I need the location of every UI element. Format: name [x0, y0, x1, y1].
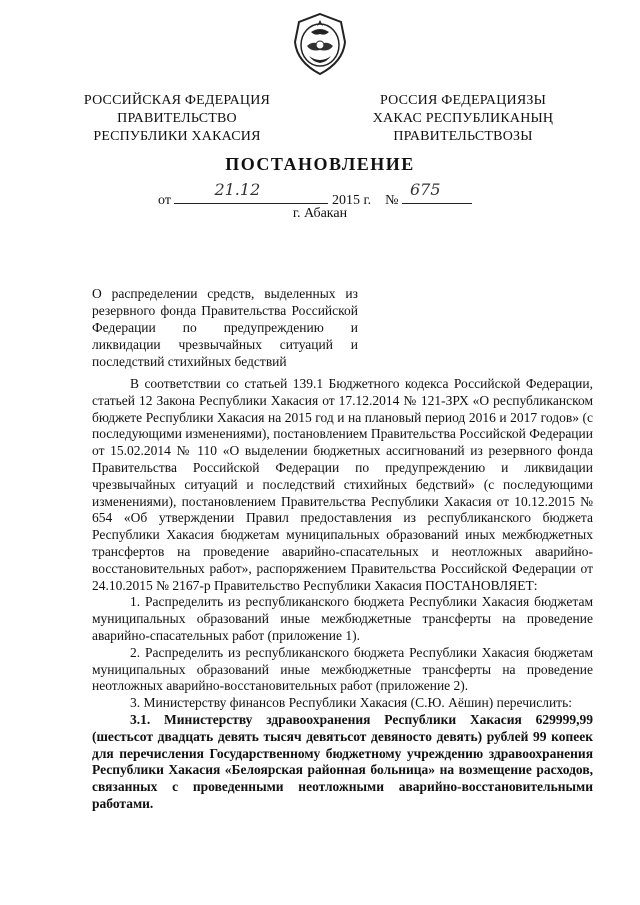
document-body: [92, 376, 593, 813]
city-line: г. Абакан: [292, 206, 348, 221]
date-year: 2015 г.: [331, 193, 372, 208]
handwritten-date: 21.12: [214, 180, 261, 199]
header-left-line: РОССИЙСКАЯ ФЕДЕРАЦИЯ: [83, 93, 271, 108]
body-paragraph: В соответствии со статьей 139.1 Бюджетного кодекса Российской Федерации, статьей 12 Закона Республики Хакасия от 17.12.2014 № 121-ЗРХ «О республиканском бюджете Республики Хакасия на 2015 год и на плановый период 2016 и 2017 годов» (с последующими изменениями), постановлением Правительства Российской Федерации от 15.02.2014 № 110 «О выделении бюджетных ассигнований из резервного фонда Правительства Российской Федерации по предупреждению и ликвидации чрезвычайных ситуаций и последствий стихийных бедствий» (с последующими изменениями), постановлением Правительства Республики Хакасия от 10.12.2015 № 654 «Об утверждении Правил предоставления из республиканского бюджета Республики Хакасия бюджетам муниципальных образований иных межбюджетных трансфертов на проведение аварийно-спасательных и неотложных аварийно-восстановительных работ», распоряжением Правительства Российской Федерации от 24.10.2015 № 2167-р Правительство Республики Хакасия ПОСТАНОВЛЯЕТ:: [92, 376, 593, 593]
number-sign: №: [385, 193, 399, 208]
body-paragraph: 3.1. Министерству здравоохранения Республики Хакасия 629999,99 (шестьсот двадцать девять тысяч девятьсот девяносто девять) рублей 99 копеек для перечисления Государственному бюджетному учреждению здравоохранения Республики Хакасия «Белоярская районная больница» на возмещение расходов, связанных с проведенными неотложными аварийно-восстановительными работами.: [92, 711, 593, 811]
body-paragraph: 2. Распределить из республиканского бюджета Республики Хакасия бюджетам муниципальных образований иные межбюджетные трансферты на проведение неотложных аварийно-восстановительных работ (приложение 2).: [92, 644, 593, 694]
emblem-icon: [291, 12, 349, 76]
date-field: [174, 180, 328, 204]
header-left-line: РЕСПУБЛИКИ ХАКАСИЯ: [93, 129, 261, 144]
header-right-line: РОССИЯ ФЕДЕРАЦИЯЗЫ: [379, 93, 547, 108]
document-subject: О распределении средств, выделенных из резервного фонда Правительства Российской Федерации по предупреждению и ликвидации чрезвычайных ситуаций и последствий стихийных бедствий: [92, 286, 358, 369]
date-prefix: от: [158, 193, 171, 208]
header-left-line: ПРАВИТЕЛЬСТВО: [117, 111, 237, 126]
body-paragraph: 1. Распределить из республиканского бюджета Республики Хакасия бюджетам муниципальных образований иные межбюджетные трансферты на проведение аварийно-спасательных работ (приложение 1).: [92, 594, 593, 643]
coat-of-arms-emblem: [291, 12, 349, 76]
header-left-block: [82, 92, 272, 146]
header-right-block: [368, 92, 558, 146]
body-paragraph: 3. Министерству финансов Республики Хакасия (С.Ю. Аёшин) перечислить:: [130, 695, 572, 711]
handwritten-number: 675: [409, 180, 441, 199]
document-title: ПОСТАНОВЛЕНИЕ: [225, 154, 415, 174]
header-right-line: ХАКАС РЕСПУБЛИКАНЫҢ: [372, 111, 554, 126]
number-field: [402, 180, 472, 204]
header-right-line: ПРАВИТЕЛЬСТВОЗЫ: [393, 129, 533, 144]
